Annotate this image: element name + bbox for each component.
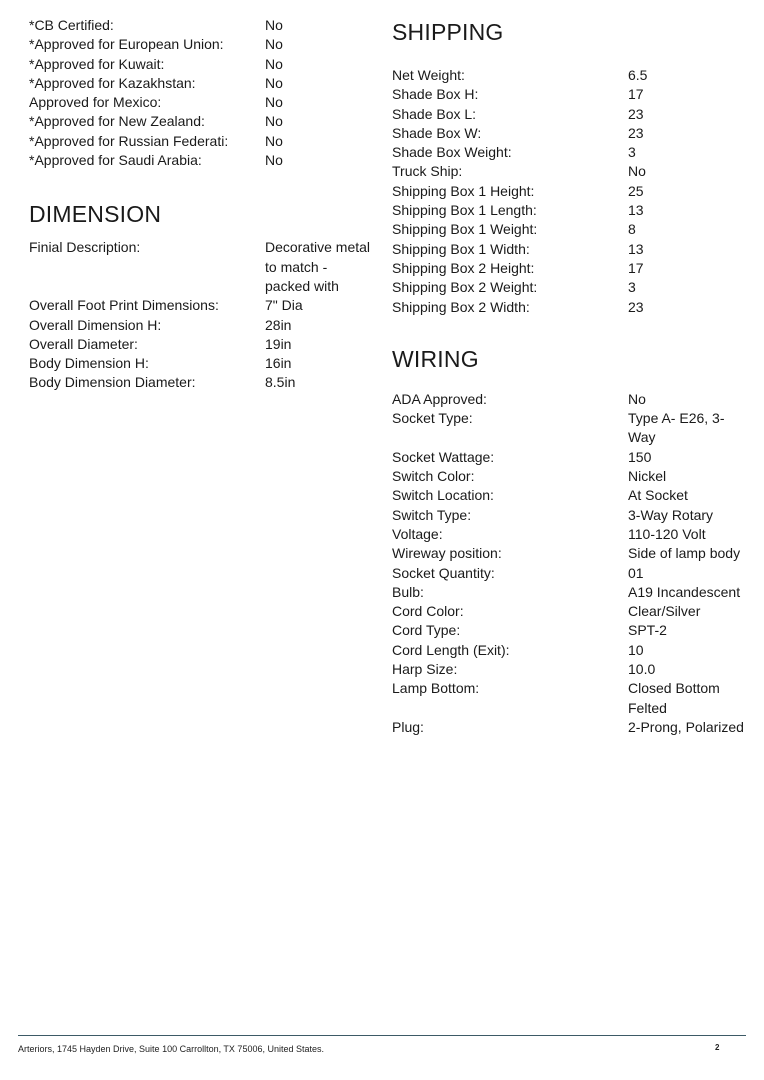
left-column xyxy=(29,16,374,393)
spec-label: *Approved for New Zealand: xyxy=(29,113,205,130)
spec-value: No xyxy=(265,113,283,130)
spec-value: 7" Dia xyxy=(265,297,303,314)
shipping-list xyxy=(392,66,752,317)
spec-value: Decorative metal to match - packed with xyxy=(265,239,371,294)
spec-value: 13 xyxy=(628,202,644,219)
spec-label: Body Dimension H: xyxy=(29,355,149,372)
spec-row xyxy=(392,201,752,220)
spec-value: No xyxy=(265,74,283,91)
spec-value: SPT-2 xyxy=(628,622,667,639)
spec-row xyxy=(392,162,752,181)
spec-row xyxy=(29,316,374,335)
spec-label: Net Weight: xyxy=(392,67,465,83)
spec-value: 6.5 xyxy=(628,67,648,83)
spec-value: 01 xyxy=(628,564,644,581)
spec-row xyxy=(392,544,752,563)
spec-label: Shipping Box 2 Weight: xyxy=(392,279,538,296)
spec-value: 17 xyxy=(628,259,644,276)
spec-label: Shade Box H: xyxy=(392,86,479,103)
spec-value: 10 xyxy=(628,641,644,658)
spec-value: 23 xyxy=(628,105,644,122)
spec-label: Shipping Box 1 Width: xyxy=(392,240,530,257)
spec-label: Body Dimension Diameter: xyxy=(29,374,196,391)
spec-row xyxy=(392,259,752,278)
spec-label: Shipping Box 1 Length: xyxy=(392,202,537,219)
spec-row xyxy=(392,718,752,737)
dimension-list xyxy=(29,238,374,392)
spec-label: Cord Color: xyxy=(392,603,464,620)
spec-value: 16in xyxy=(265,355,292,372)
spec-row xyxy=(392,525,752,544)
spec-label: *Approved for Russian Federati: xyxy=(29,132,229,149)
spec-value: 8.5in xyxy=(265,374,296,391)
spec-row xyxy=(29,132,374,151)
spec-row xyxy=(29,373,374,392)
spec-row xyxy=(392,621,752,640)
spec-label: ADA Approved: xyxy=(392,390,487,407)
spec-value: Nickel xyxy=(628,468,667,485)
spec-value: 150 xyxy=(628,448,652,465)
spec-label: Truck Ship: xyxy=(392,163,463,180)
spec-label: Overall Dimension H: xyxy=(29,316,162,333)
spec-value: At Socket xyxy=(628,487,688,504)
spec-value: No xyxy=(265,36,283,53)
spec-value: No xyxy=(265,55,283,72)
spec-row xyxy=(392,660,752,679)
spec-value: No xyxy=(265,17,283,33)
spec-label: Plug: xyxy=(392,718,424,735)
spec-label: Cord Length (Exit): xyxy=(392,641,510,658)
approvals-list xyxy=(29,16,374,170)
spec-value: 8 xyxy=(628,221,636,238)
footer-address: Arteriors, 1745 Hayden Drive, Suite 100 Carrollton, TX 75006, United States. xyxy=(18,1044,324,1054)
spec-value: No xyxy=(265,94,283,111)
spec-label: Shipping Box 1 Weight: xyxy=(392,221,538,238)
spec-row xyxy=(29,16,374,35)
spec-row xyxy=(392,602,752,621)
spec-row xyxy=(392,390,752,409)
spec-label: Shade Box L: xyxy=(392,105,477,122)
spec-value: 23 xyxy=(628,298,644,315)
spec-value: No xyxy=(265,132,283,149)
spec-row xyxy=(392,66,752,85)
spec-row xyxy=(29,93,374,112)
spec-value: 3-Way Rotary xyxy=(628,506,714,523)
spec-value: No xyxy=(628,390,646,407)
right-column xyxy=(392,16,752,737)
spec-row xyxy=(29,55,374,74)
spec-value: 25 xyxy=(628,182,644,199)
spec-value: 17 xyxy=(628,86,644,103)
spec-label: Shipping Box 2 Width: xyxy=(392,298,530,315)
spec-row xyxy=(392,679,752,718)
spec-value: Side of lamp body xyxy=(628,545,741,562)
spec-value: Clear/Silver xyxy=(628,603,701,620)
spec-label: Bulb: xyxy=(392,583,424,600)
spec-row xyxy=(392,143,752,162)
spec-label: *Approved for Kazakhstan: xyxy=(29,74,196,91)
spec-row xyxy=(392,85,752,104)
spec-label: Shade Box Weight: xyxy=(392,144,512,161)
spec-row xyxy=(392,182,752,201)
spec-label: *Approved for Saudi Arabia: xyxy=(29,152,202,169)
spec-label: Shipping Box 2 Height: xyxy=(392,259,535,276)
spec-value: 28in xyxy=(265,316,292,333)
spec-row xyxy=(29,354,374,373)
spec-row xyxy=(392,583,752,602)
spec-label: Approved for Mexico: xyxy=(29,94,162,111)
spec-row xyxy=(392,105,752,124)
spec-row xyxy=(392,220,752,239)
spec-value: 19in xyxy=(265,335,292,352)
spec-label: Cord Type: xyxy=(392,622,461,639)
spec-row xyxy=(392,448,752,467)
spec-label: Voltage: xyxy=(392,525,443,542)
spec-label: Socket Quantity: xyxy=(392,564,495,581)
page-number: 2 xyxy=(715,1043,720,1052)
spec-label: Overall Diameter: xyxy=(29,335,138,352)
spec-label: Switch Color: xyxy=(392,468,475,485)
spec-row xyxy=(392,298,752,317)
spec-value: 3 xyxy=(628,279,636,296)
spec-value: Closed Bottom Felted xyxy=(628,680,720,716)
spec-label: Overall Foot Print Dimensions: xyxy=(29,297,219,314)
section-title-dimension: DIMENSION xyxy=(29,201,162,228)
spec-label: Switch Location: xyxy=(392,487,494,504)
spec-label: Lamp Bottom: xyxy=(392,680,480,697)
spec-row xyxy=(29,296,374,315)
spec-value: 23 xyxy=(628,124,644,141)
spec-row xyxy=(29,112,374,131)
spec-row xyxy=(29,335,374,354)
spec-value: 3 xyxy=(628,144,636,161)
spec-row xyxy=(392,564,752,583)
spec-label: *Approved for European Union: xyxy=(29,36,224,53)
spec-row xyxy=(29,74,374,93)
spec-label: Socket Type: xyxy=(392,410,473,427)
spec-row xyxy=(392,506,752,525)
spec-value: 13 xyxy=(628,240,644,257)
wiring-list xyxy=(392,390,752,737)
spec-row xyxy=(392,467,752,486)
spec-label: Socket Wattage: xyxy=(392,448,495,465)
spec-label: Wireway position: xyxy=(392,545,502,562)
spec-row xyxy=(29,238,374,296)
spec-row xyxy=(392,486,752,505)
spec-row xyxy=(29,151,374,170)
spec-row xyxy=(392,409,752,448)
spec-label: Switch Type: xyxy=(392,506,472,523)
spec-value: Type A- E26, 3-Way xyxy=(628,410,725,446)
spec-label: *CB Certified: xyxy=(29,17,114,33)
spec-value: A19 Incandescent xyxy=(628,583,741,600)
spec-row xyxy=(392,124,752,143)
spec-row xyxy=(392,278,752,297)
spec-row xyxy=(29,35,374,54)
section-title-shipping: SHIPPING xyxy=(392,19,504,45)
spec-label: Shade Box W: xyxy=(392,124,482,141)
spec-label: Finial Description: xyxy=(29,239,141,256)
spec-value: 10.0 xyxy=(628,661,656,678)
spec-row xyxy=(392,240,752,259)
spec-value: No xyxy=(628,163,646,180)
spec-label: Harp Size: xyxy=(392,661,458,678)
spec-row xyxy=(392,641,752,660)
spec-value: No xyxy=(265,152,283,169)
spec-label: Shipping Box 1 Height: xyxy=(392,182,535,199)
spec-value: 2-Prong, Polarized xyxy=(628,718,744,735)
spec-label: *Approved for Kuwait: xyxy=(29,55,165,72)
spec-value: 110-120 Volt xyxy=(628,525,706,542)
footer-divider xyxy=(18,1035,746,1036)
section-title-wiring: WIRING xyxy=(392,345,479,372)
